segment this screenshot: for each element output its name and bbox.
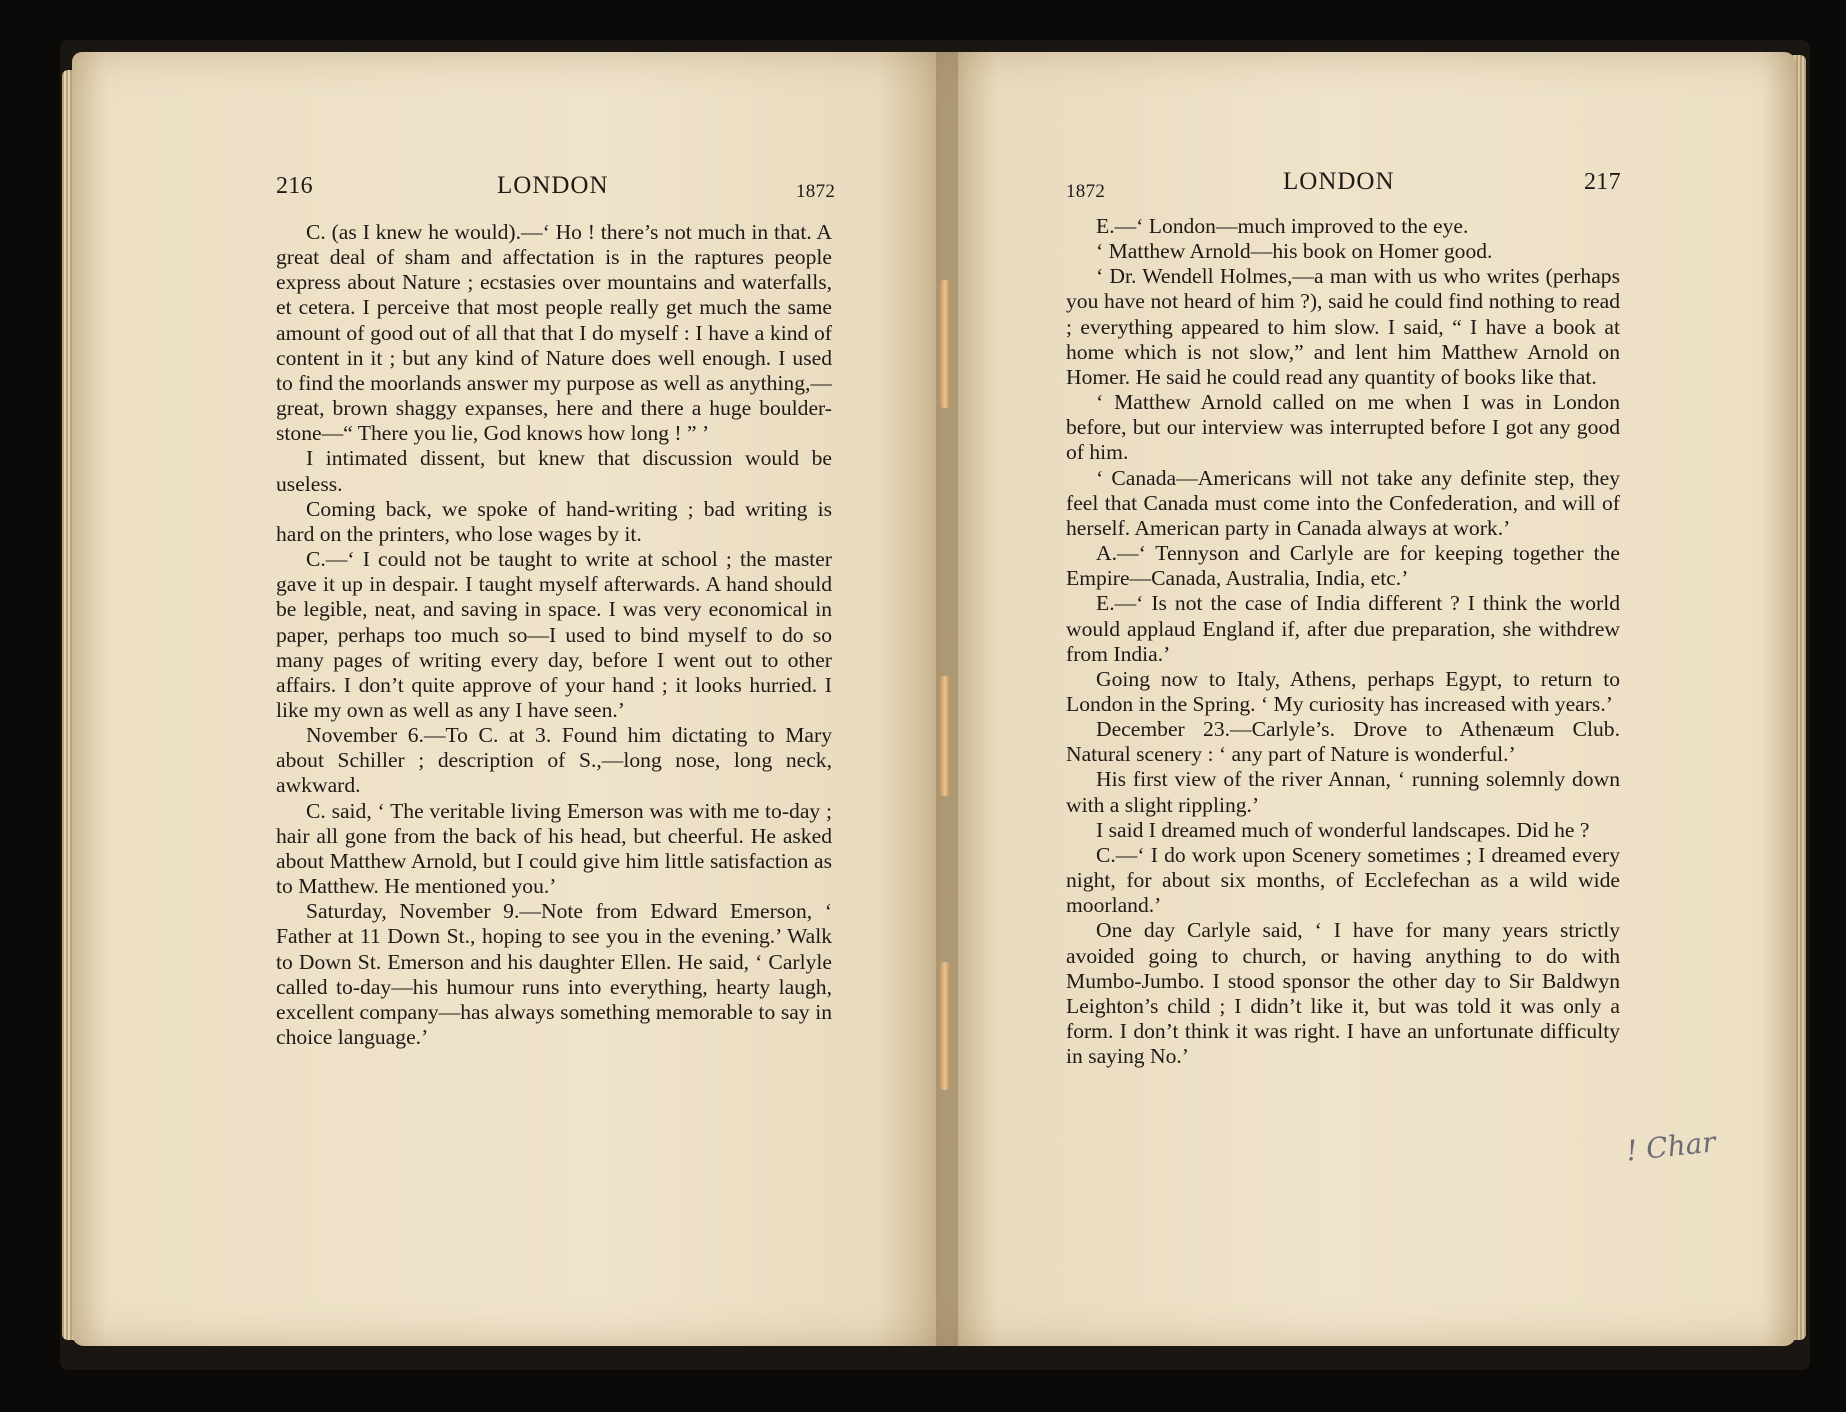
paragraph: A.—‘ Tennyson and Carlyle are for keeping together the Empire—Canada, Australia, India, etc.’ (1066, 541, 1620, 591)
paragraph: Going now to Italy, Athens, perhaps Egypt, to return to London in the Spring. ‘ My curiosity has increased with years.’ (1066, 666, 1620, 716)
paragraph: His first view of the river Annan, ‘ running solemnly down with a slight rippling.’ (1066, 767, 1620, 817)
paragraph: Saturday, November 9.—Note from Edward Emerson, ‘ Father at 11 Down St., hoping to see you in the evening.’ Walk to Down St. Emerson and his daughter Ellen. He said, ‘ Carlyle called to-day—his humour runs into everything, hearty laugh, excellent company—has always something memorable to say in choice language.’ (276, 899, 832, 1049)
paragraph: ‘ Matthew Arnold—his book on Homer good. (1096, 239, 1493, 264)
binding-stitch (940, 962, 950, 1090)
paragraph: C. (as I knew he would).—‘ Ho ! there’s not much in that. A great deal of sham and affectation is in the raptures people express about Nature ; ecstasies over mountains and waterfalls, et cetera. I perceive that most people really get much the same amount of good out of all that that I do myself : I have a kind of content in it ; but any kind of Nature does well enough. I used to find the moorlands answer my purpose as well as anything,—great, brown shaggy expanses, here and there a huge boulder-stone—“ There you lie, God knows how long ! ” ’ (276, 220, 832, 446)
left-page-year: 1872 (796, 181, 836, 202)
paragraph: November 6.—To C. at 3. Found him dictating to Mary about Schiller ; description of S.,—long nose, long neck, awkward. (276, 723, 832, 798)
right-page-body (1066, 214, 1620, 1069)
paragraph: ‘ Dr. Wendell Holmes,—a man with us who writes (perhaps you have not heard of him ?), said he could find nothing to read ; everything appeared to him slow. I said, “ I have a book at home which is not slow,” and lent him Matthew Arnold on Homer. He said he could read any quantity of books like that. (1066, 264, 1620, 389)
left-page-number: 216 (276, 173, 313, 199)
paragraph: C. said, ‘ The veritable living Emerson was with me to-day ; hair all gone from the back of his head, but cheerful. He asked about Matthew Arnold, but I could give him little satisfaction as to Matthew. He mentioned you.’ (276, 798, 832, 899)
right-page-number: 217 (1584, 169, 1621, 195)
paragraph: C.—‘ I do work upon Scenery sometimes ; I dreamed every night, for about six months, of Ecclefechan as a wild wide moorland.’ (1066, 842, 1620, 918)
paragraph: E.—‘ Is not the case of India different ? I think the world would applaud England if, after due preparation, she withdrew from India.’ (1066, 591, 1620, 666)
paragraph: ‘ Canada—Americans will not take any definite step, they feel that Canada must come into the Confederation, and will of herself. American party in Canada always at work.’ (1066, 465, 1620, 540)
right-running-head: LONDON (1283, 168, 1395, 195)
paragraph: E.—‘ London—much improved to the eye. (1096, 214, 1469, 238)
paragraph: One day Carlyle said, ‘ I have for many years strictly avoided going to church, or having anything to do with Mumbo-Jumbo. I stood sponsor the other day to Sir Baldwyn Leighton’s child ; I didn’t like it, but was told it was only a form. I don’t think it was right. I have an unfortunate difficulty in saying No.’ (1066, 918, 1620, 1069)
paragraph: C.—‘ I could not be taught to write at school ; the master gave it up in despair. I taught myself afterwards. A hand should be legible, neat, and saving in space. I was very economical in paper, perhaps too much so—I used to bind myself to do so many pages of writing every day, before I went out to other affairs. I don’t quite approve of your hand ; it looks hurried. I like my own as well as any I have seen.’ (276, 547, 832, 722)
handwritten-margin-note: ! Char (1624, 1125, 1718, 1168)
binding-stitch (940, 280, 950, 408)
binding-stitch (940, 676, 950, 796)
paragraph: December 23.—Carlyle’s. Drove to Athenæum Club. Natural scenery : ‘ any part of Nature is wonderful.’ (1066, 717, 1620, 767)
left-running-head: LONDON (497, 172, 609, 199)
paragraph: I intimated dissent, but knew that discussion would be useless. (276, 446, 832, 496)
paragraph: Coming back, we spoke of hand-writing ; bad writing is hard on the printers, who lose wages by it. (276, 496, 832, 546)
paragraph: ‘ Matthew Arnold called on me when I was in London before, but our interview was interrupted before I got any good of him. (1066, 390, 1620, 465)
right-page-year: 1872 (1066, 181, 1106, 202)
left-page-body (276, 220, 832, 1050)
paragraph: I said I dreamed much of wonderful landscapes. Did he ? (1096, 817, 1590, 842)
